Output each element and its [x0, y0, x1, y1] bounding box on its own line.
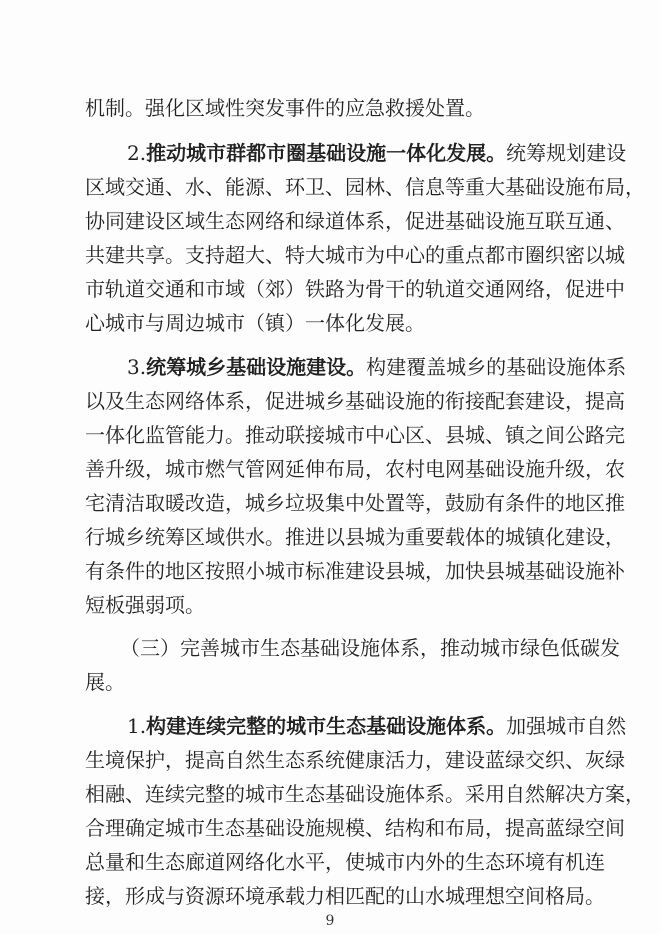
item-1-line: 生境保护，提高自然生态系统健康活力，建设蓝绿交织、灰绿	[85, 748, 625, 772]
continuation-line: 机制。强化区域性突发事件的应急救援处置。	[85, 96, 485, 120]
item-1-heading: 构建连续完整的城市生态基础设施体系。	[146, 714, 507, 738]
item-1-line: 相融、连续完整的城市生态基础设施体系。采用自然解决方案，	[85, 782, 645, 806]
item-2-line: 市轨道交通和市域（郊）铁路为骨干的轨道交通网络，促进中	[85, 277, 625, 301]
item-1-line: 合理确定城市生态基础设施规模、结构和布局，提高蓝绿空间	[85, 816, 625, 840]
item-3-line: 宅清洁取暖改造，城乡垃圾集中处置等，鼓励有条件的地区推	[85, 491, 625, 515]
item-3-line: 善升级，城市燃气管网延伸布局，农村电网基础设施升级，农	[85, 457, 625, 481]
item-1-text: 加强城市自然	[506, 714, 627, 738]
item-3-line: 以及生态网络体系，促进城乡基础设施的衔接配套建设，提高	[85, 389, 625, 413]
item-3-first-line	[127, 355, 627, 379]
item-2-line: 区域交通、水、能源、环卫、园林、信息等重大基础设施布局，	[85, 175, 645, 199]
page-number: 9	[325, 913, 335, 929]
item-3-line: 行城乡统筹区域供水。推进以县城为重要载体的城镇化建设，	[85, 525, 625, 549]
item-3-line: 有条件的地区按照小城市标准建设县城，加快县城基础设施补	[85, 559, 625, 583]
item-2-line: 协同建设区域生态网络和绿道体系，促进基础设施互联互通、	[85, 209, 625, 233]
item-3-line: 短板强弱项。	[85, 593, 205, 617]
item-3-heading: 统筹城乡基础设施建设。	[146, 355, 367, 379]
section-3-heading: （三）完善城市生态基础设施体系，推动城市绿色低碳发	[120, 636, 620, 660]
item-2-number: 2.	[127, 141, 147, 165]
item-2-line: 心城市与周边城市（镇）一体化发展。	[85, 311, 425, 335]
item-3-text: 构建覆盖城乡的基础设施体系	[366, 355, 627, 379]
section-3-heading-cont: 展。	[85, 670, 125, 694]
item-2-line: 共建共享。支持超大、特大城市为中心的重点都市圈织密以城	[85, 243, 625, 267]
item-3-number: 3.	[127, 355, 147, 379]
item-2-heading: 推动城市群都市圈基础设施一体化发展。	[146, 141, 507, 165]
item-1-first-line	[127, 714, 627, 738]
item-1-number: 1.	[127, 714, 147, 738]
item-1-line: 接，形成与资源环境承载力相匹配的山水城理想空间格局。	[85, 884, 605, 908]
item-2-text: 统筹规划建设	[506, 141, 627, 165]
item-3-line: 一体化监管能力。推动联接城市中心区、县城、镇之间公路完	[85, 423, 625, 447]
item-2-first-line	[127, 141, 627, 165]
item-1-line: 总量和生态廊道网络化水平，使城市内外的生态环境有机连	[85, 850, 605, 874]
